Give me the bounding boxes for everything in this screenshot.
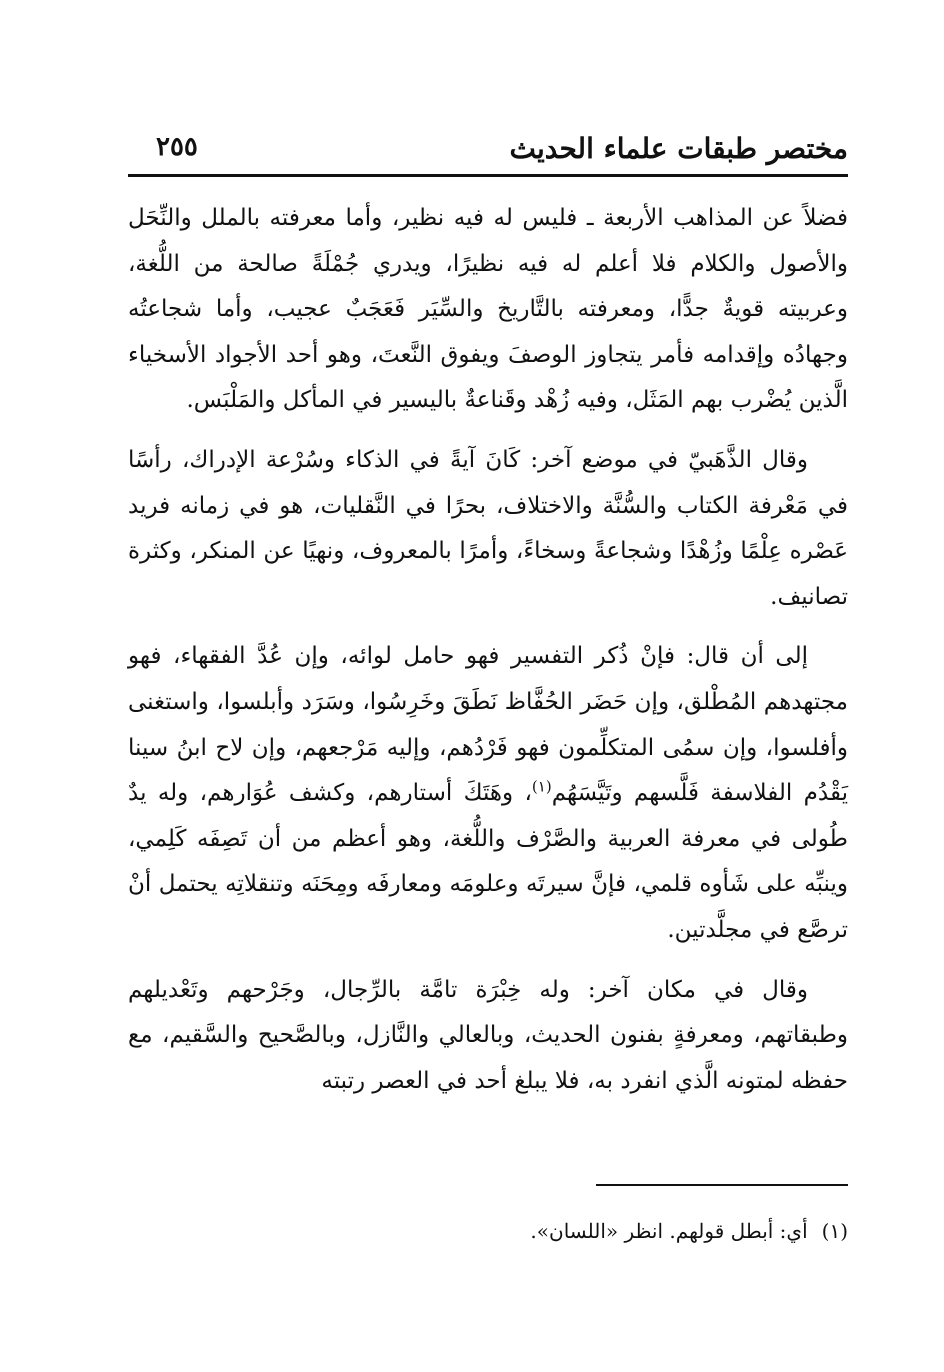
page-number: ٢٥٥ (156, 132, 198, 162)
footnote-item (128, 1214, 848, 1248)
footnote-separator (596, 1184, 848, 1186)
footnote-reference: (١) (531, 777, 552, 796)
paragraph-1: فضلاً عن المذاهب الأربعة ـ فليس له فيه نظير، وأما معرفته بالملل والنِّحَل والأصول والكلام فلا أعلم له فيه نظيرًا، ويدري جُمْلَةً صالحة من اللُّغة، وعربيته قويةٌ جدًّا، ومعرفته بالتَّاريخ والسِّيَر فَعَجَبٌ عجيب، وأما شجاعتُه وجهادُه وإقدامه فأمر يتجاوز الوصفَ ويفوق النَّعتَ، وهو أحد الأجواد الأسخياء الَّذين يُضْرب بهم المَثَل، وفيه زُهْد وقَناعةٌ باليسير في المأكل والمَلْبَس. (128, 205, 848, 414)
footnote-text: أي: أبطل قولهم. انظر «اللسان». (530, 1219, 808, 1243)
paragraph-2: وقال الذَّهَبيّ في موضع آخر: كَانَ آيةً في الذكاء وسُرْعة الإدراك، رأسًا في مَعْرفة الكتاب والسُّنَّة والاختلاف، بحرًا في النَّقليات، هو في زمانه فريد عَصْره عِلْمًا وزُهْدًا وشجاعةً وسخاءً، وأمرًا بالمعروف، ونهيًا عن المنكر، وكثرة تصانيف. (128, 446, 848, 610)
footnote-number: (١) (821, 1219, 848, 1243)
running-header (128, 128, 848, 178)
paragraph-3-part-1: إلى أن قال: فإنْ ذُكر التفسير فهو حامل لوائه، وإن عُدَّ الفقهاء، فهو مجتهدهم المُطْلق، وإن حَضَر الحُفَّاظ نَطَقَ وخَرِسُوا، وسَرَد وأبلسوا، واستغنى وأفلسوا، وإن سمُى المتكلِّمون فهو فَرْدُهم، وإليه مَرْجعهم، وإن لاح ابنُ سينا يَقْدُم الفلاسفة فَلَّسهم وتَيَّسَهُم (128, 643, 848, 807)
main-text (128, 196, 848, 1118)
header-rule (128, 174, 848, 177)
paragraph-3 (128, 634, 848, 953)
footnotes (128, 1214, 848, 1248)
paragraph-4: وقال في مكان آخر: وله خِبْرَة تامَّة بالرِّجال، وجَرْحهم وتَعْديلهم وطبقاتهم، ومعرفةٍ بفنون الحديث، وبالعالي والنَّازل، وبالصَّحيح والسَّقيم، مع حفظه لمتونه الَّذي انفرد به، فلا يبلغ أحد في العصر رتبته (128, 976, 848, 1094)
paragraph-3-part-2: ، وهَتَكَ أستارهم، وكشف عُوَارهم، وله يدٌ طُولى في معرفة العربية والصَّرْف واللُّغة، وهو أعظم من أن تَصِفَه كَلِمي، وينبِّه على شَأوه قلمي، فإنَّ سيرتَه وعلومَه ومعارفَه ومِحَنَه وتنقلاتِه يحتمل أنْ ترصَّع في مجلَّدتين. (128, 780, 848, 943)
book-title: مختصر طبقات علماء الحديث (509, 132, 848, 165)
